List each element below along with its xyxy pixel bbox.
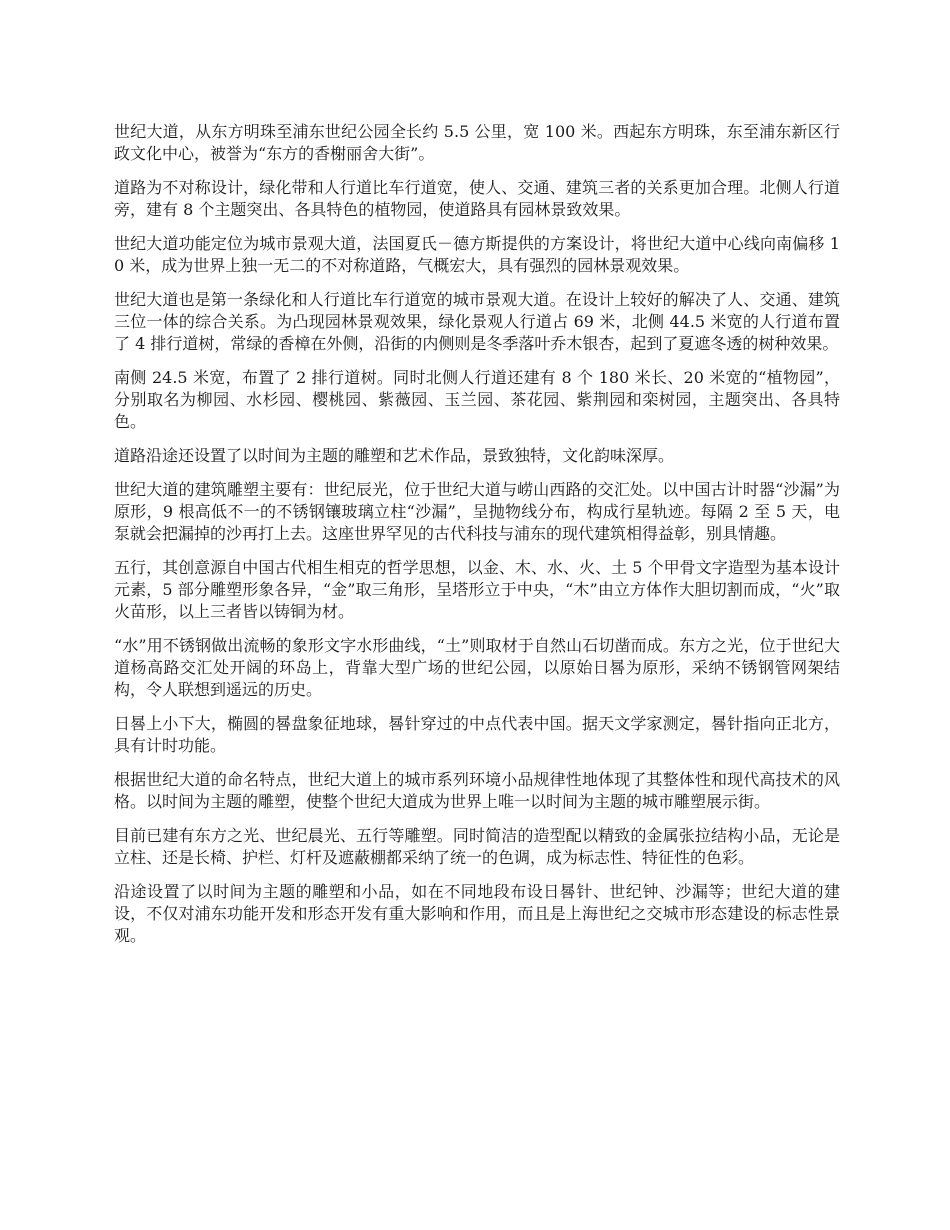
paragraph-6: 道路沿途还设置了以时间为主题的雕塑和艺术作品，景致独特，文化韵味深厚。 (114, 446, 675, 465)
paragraph-4: 世纪大道也是第一条绿化和人行道比车行道宽的城市景观大道。在设计上较好的解决了人、交通、建筑三位一体的综合关系。为凸现园林景观效果，绿化景观人行道占 69 米，北侧 44.5 米宽的人行道布置了 4 排行道树，常绿的香樟在外侧，沿街的内侧则是冬季落叶乔木银杏，起到了夏遮冬透的树种效果。 (114, 290, 840, 353)
paragraph-8: 五行，其创意源自中国古代相生相克的哲学思想，以金、木、水、火、土 5 个甲骨文字造型为基本设计元素，5 部分雕塑形象各异，“金”取三角形，呈塔形立于中央，“木”由立方体作大胆切割而成，“火”取火苗形，以上三者皆以铸铜为材。 (114, 558, 840, 621)
paragraph-2: 道路为不对称设计，绿化带和人行道比车行道宽，使人、交通、建筑三者的关系更加合理。北侧人行道旁，建有 8 个主题突出、各具特色的植物园，使道路具有园林景致效果。 (114, 178, 840, 219)
paragraph-3: 世纪大道功能定位为城市景观大道，法国夏氏－德方斯提供的方案设计，将世纪大道中心线向南偏移 10 米，成为世界上独一无二的不对称道路，气概宏大，具有强烈的园林景观效果。 (114, 234, 840, 275)
paragraph-10: 日晷上小下大，椭圆的晷盘象征地球，晷针穿过的中点代表中国。据天文学家测定，晷针指向正北方，具有计时功能。 (114, 714, 840, 755)
paragraph-9: “水”用不锈钢做出流畅的象形文字水形曲线，“土”则取材于自然山石切凿而成。东方之光，位于世纪大道杨高路交汇处开阔的环岛上，背靠大型广场的世纪公园，以原始日晷为原形，采纳不锈钢管网架结构，令人联想到遥远的历史。 (114, 636, 840, 699)
paragraph-13: 沿途设置了以时间为主题的雕塑和小品，如在不同地段布设日晷针、世纪钟、沙漏等；世纪大道的建设，不仅对浦东功能开发和形态开发有重大影响和作用，而且是上海世纪之交城市形态建设的标志性景观。 (114, 882, 840, 945)
paragraph-12: 目前已建有东方之光、世纪晨光、五行等雕塑。同时简洁的造型配以精致的金属张拉结构小品，无论是立柱、还是长椅、护栏、灯杆及遮蔽棚都采纳了统一的色调，成为标志性、特征性的色彩。 (114, 826, 840, 867)
paragraph-5: 南侧 24.5 米宽，布置了 2 排行道树。同时北侧人行道还建有 8 个 180 米长、20 米宽的“植物园”，分别取名为柳园、水杉园、樱桃园、紫薇园、玉兰园、茶花园、紫荆园和栾树园，主题突出、各具特色。 (114, 368, 840, 431)
paragraph-7: 世纪大道的建筑雕塑主要有：世纪辰光，位于世纪大道与崂山西路的交汇处。以中国古计时器“沙漏”为原形，9 根高低不一的不锈钢镶玻璃立柱“沙漏”，呈抛物线分布，构成行星轨迹。每隔 2 至 5 天，电泵就会把漏掉的沙再打上去。这座世界罕见的古代科技与浦东的现代建筑相得益彰，别具情趣。 (114, 480, 840, 543)
paragraph-1: 世纪大道，从东方明珠至浦东世纪公园全长约 5.5 公里，宽 100 米。西起东方明珠，东至浦东新区行政文化中心，被誉为“东方的香榭丽舍大街”。 (114, 122, 840, 163)
paragraph-11: 根据世纪大道的命名特点，世纪大道上的城市系列环境小品规律性地体现了其整体性和现代高技术的风格。以时间为主题的雕塑，使整个世纪大道成为世界上唯一以时间为主题的城市雕塑展示街。 (114, 770, 840, 811)
document-body (114, 121, 840, 959)
